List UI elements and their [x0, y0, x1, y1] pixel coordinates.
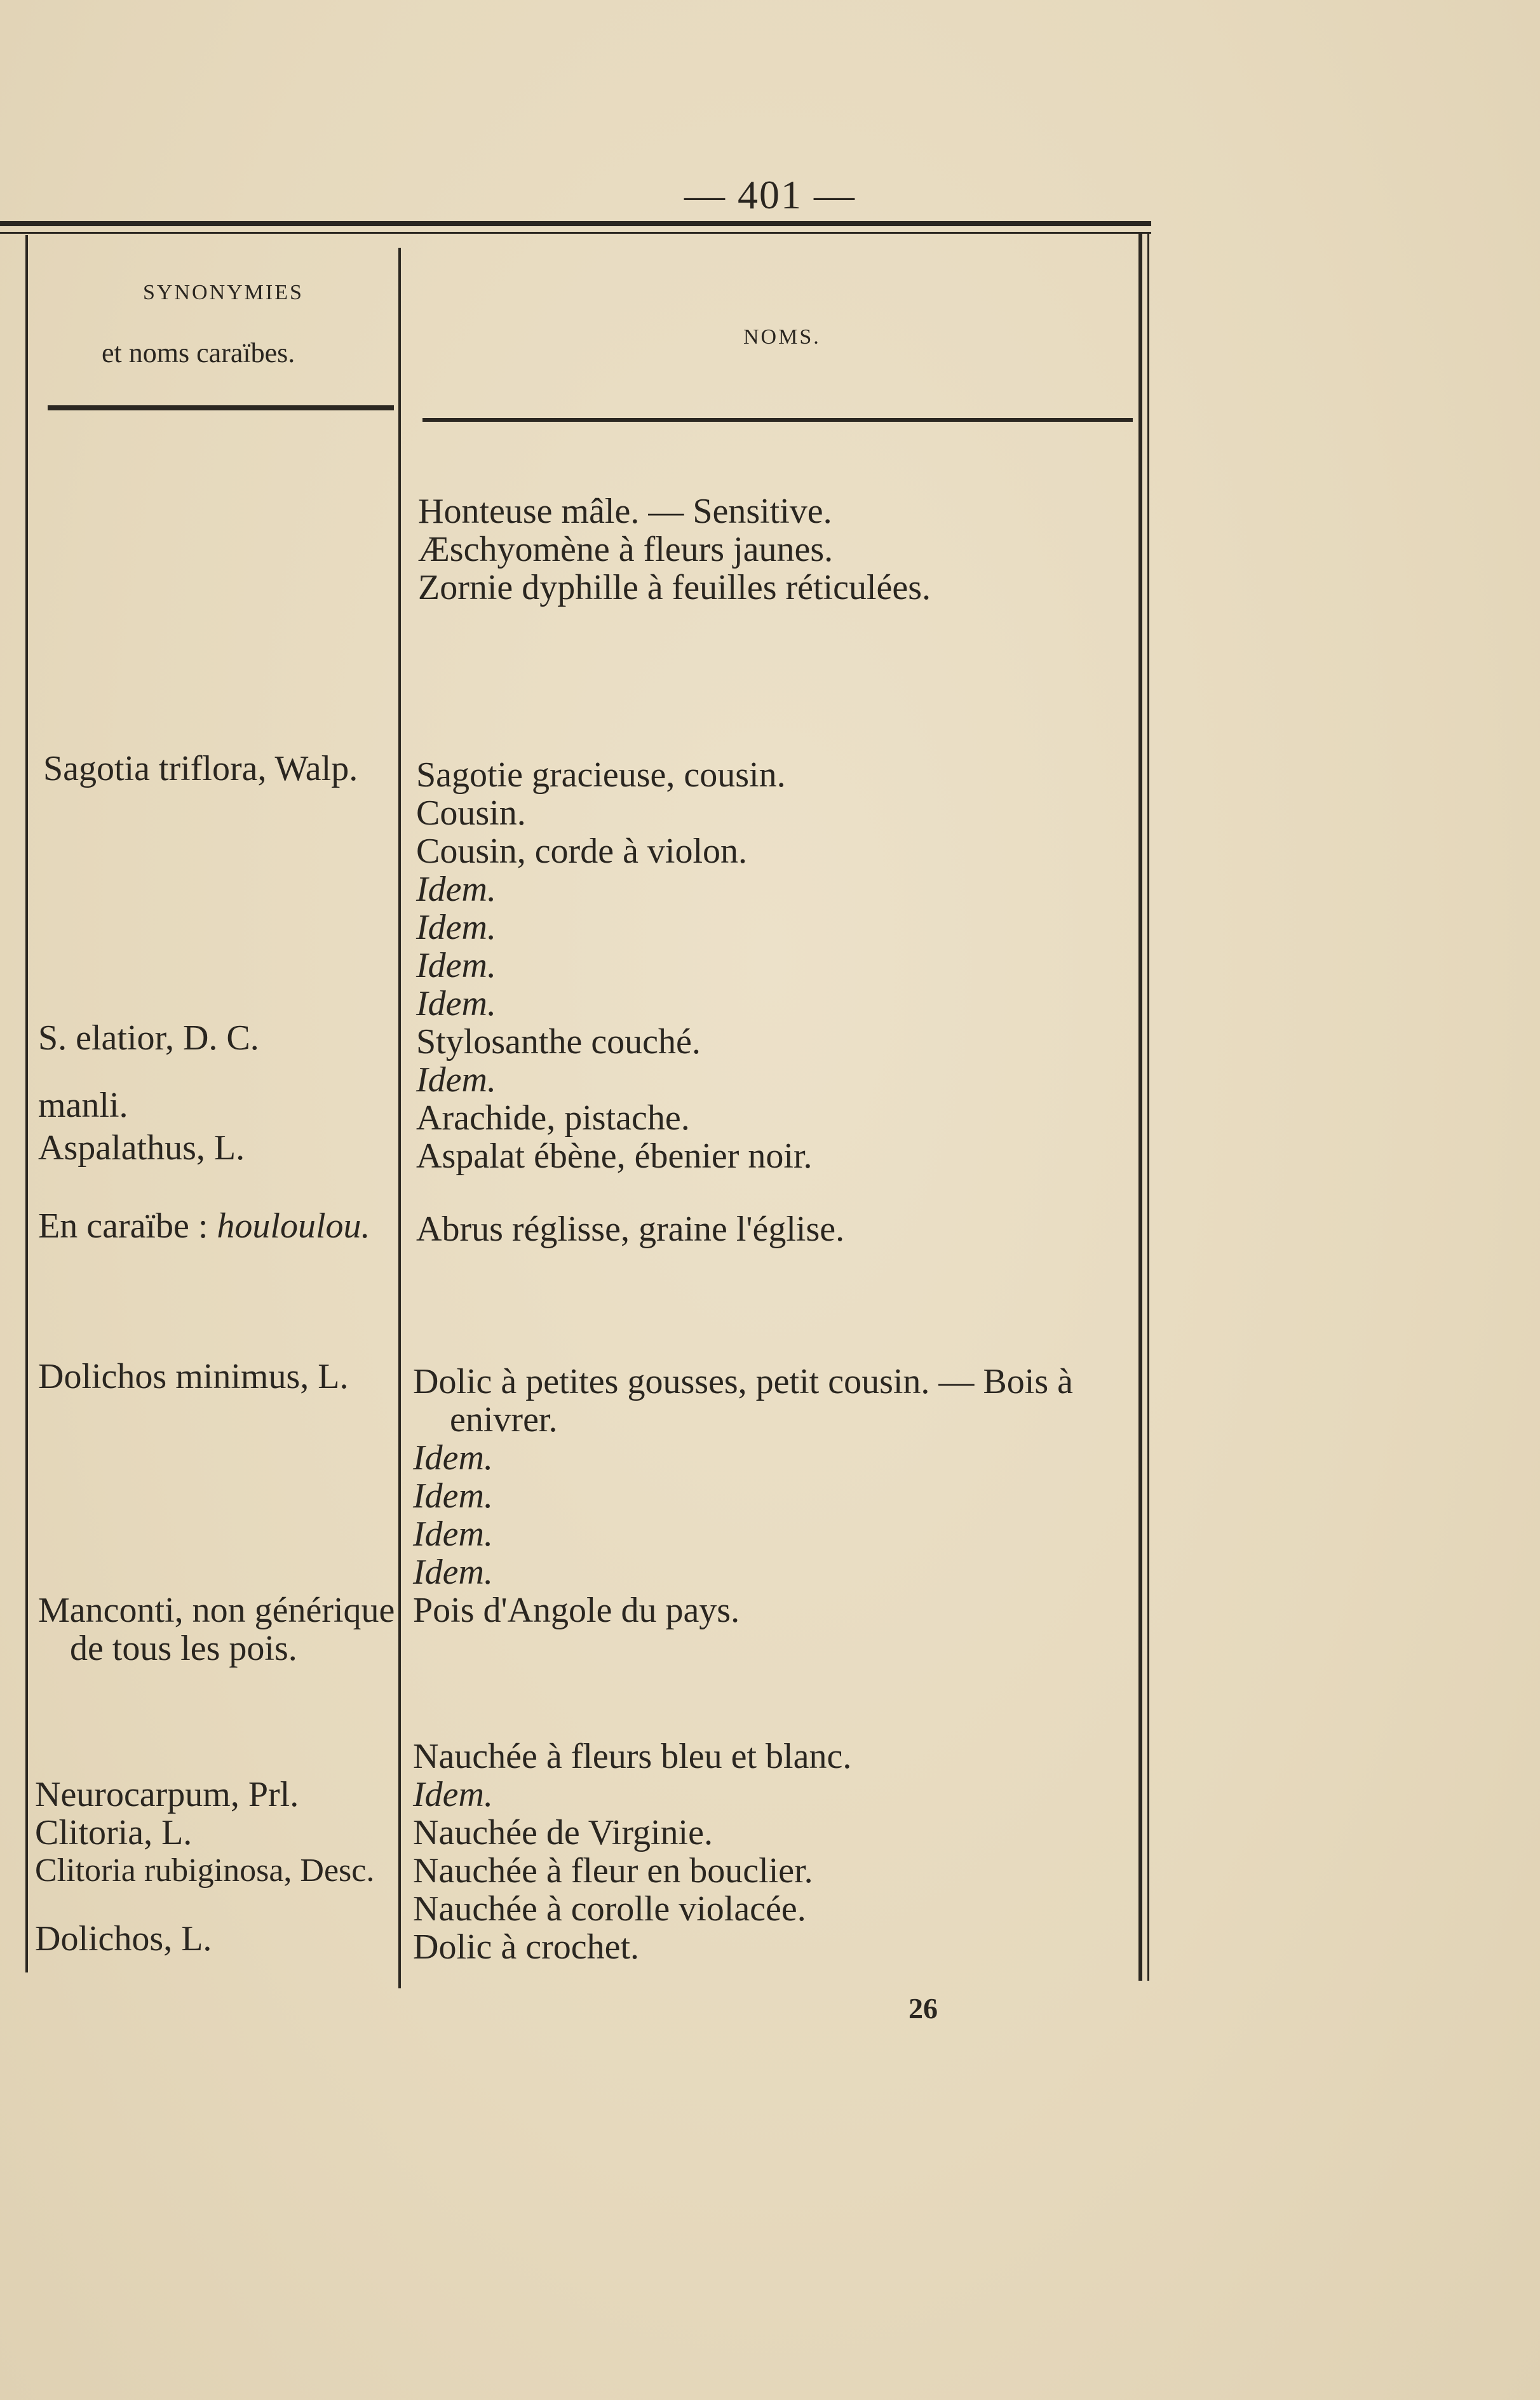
top-rule-thin [0, 232, 1151, 234]
header-rule-right [422, 418, 1133, 422]
page-number: — 401 — [684, 172, 856, 217]
caraibe-name: houloulou. [217, 1206, 370, 1246]
left-border-rule [25, 235, 28, 1972]
left-entry-sagotia: Sagotia triflora, Walp. [43, 749, 358, 788]
right-entry-idem: Idem. [413, 1553, 493, 1592]
right-entry-idem: Idem. [413, 1514, 493, 1554]
right-entry-idem: Idem. [416, 984, 496, 1023]
left-entry-aspalathus: Aspalathus, L. [38, 1128, 245, 1168]
right-entry: Nauchée à fleur en bouclier. [413, 1851, 813, 1891]
signature-mark: 26 [908, 1992, 938, 2025]
right-entry: Dolic à crochet. [413, 1927, 640, 1967]
right-entry: Dolic à petites gousses, petit cousin. — Bois à [413, 1362, 1073, 1401]
left-entry-tous-les-pois: de tous les pois. [70, 1629, 297, 1668]
right-entry-idem: Idem. [416, 870, 496, 909]
right-entry: Abrus réglisse, graine l'église. [416, 1210, 845, 1249]
right-entry: Pois d'Angole du pays. [413, 1591, 740, 1630]
top-rule [0, 221, 1151, 226]
right-entry: Stylosanthe couché. [416, 1022, 701, 1062]
right-entry: Sagotie gracieuse, cousin. [416, 755, 786, 795]
header-rule-left [48, 405, 394, 410]
right-entry: Zornie dyphille à feuilles réticulées. [418, 568, 931, 607]
right-entry: Nauchée à corolle violacée. [413, 1889, 806, 1929]
right-entry: Honteuse mâle. — Sensitive. [418, 492, 832, 531]
right-entry-idem: Idem. [413, 1438, 493, 1478]
left-entry-dolichos: Dolichos, L. [35, 1919, 212, 1958]
right-entry: enivrer. [450, 1400, 558, 1439]
right-entry-idem: Idem. [416, 908, 496, 947]
right-entry: Aspalat ébène, ébenier noir. [416, 1136, 813, 1176]
left-entry-dolichos-minimus: Dolichos minimus, L. [38, 1357, 349, 1396]
header-noms: NOMS. [743, 325, 821, 349]
left-entry-s-elatior: S. elatior, D. C. [38, 1018, 259, 1058]
left-entry-caraibe-text: En caraïbe : houloulou. [38, 1206, 370, 1246]
column-divider [398, 248, 401, 1988]
right-entry: Æschyomène à fleurs jaunes. [418, 530, 834, 569]
left-entry-clitoria: Clitoria, L. [35, 1813, 192, 1852]
left-entry-neurocarpum: Neurocarpum, Prl. [35, 1775, 299, 1814]
left-entry-caraibe [38, 1207, 370, 1245]
right-entry: Nauchée de Virginie. [413, 1813, 713, 1852]
right-entry: Arachide, pistache. [416, 1098, 690, 1138]
right-border-rule [1138, 234, 1142, 1981]
left-entry-manli: manli. [38, 1086, 128, 1125]
right-entry: Cousin, corde à violon. [416, 832, 748, 871]
right-entry: Nauchée à fleurs bleu et blanc. [413, 1737, 852, 1776]
right-entry-idem: Idem. [416, 946, 496, 985]
right-entry: Cousin. [416, 793, 526, 833]
header-noms-caraibes: et noms caraïbes. [102, 337, 295, 368]
right-entry-idem: Idem. [416, 1060, 496, 1100]
left-entry-manconti: Manconti, non générique [38, 1591, 395, 1630]
header-synonymies: SYNONYMIES [143, 281, 304, 304]
right-border-rule-outer [1147, 234, 1149, 1981]
right-entry-idem: Idem. [413, 1775, 493, 1814]
right-entry-idem: Idem. [413, 1476, 493, 1516]
left-entry-clitoria-rubiginosa: Clitoria rubiginosa, Desc. [35, 1852, 375, 1889]
